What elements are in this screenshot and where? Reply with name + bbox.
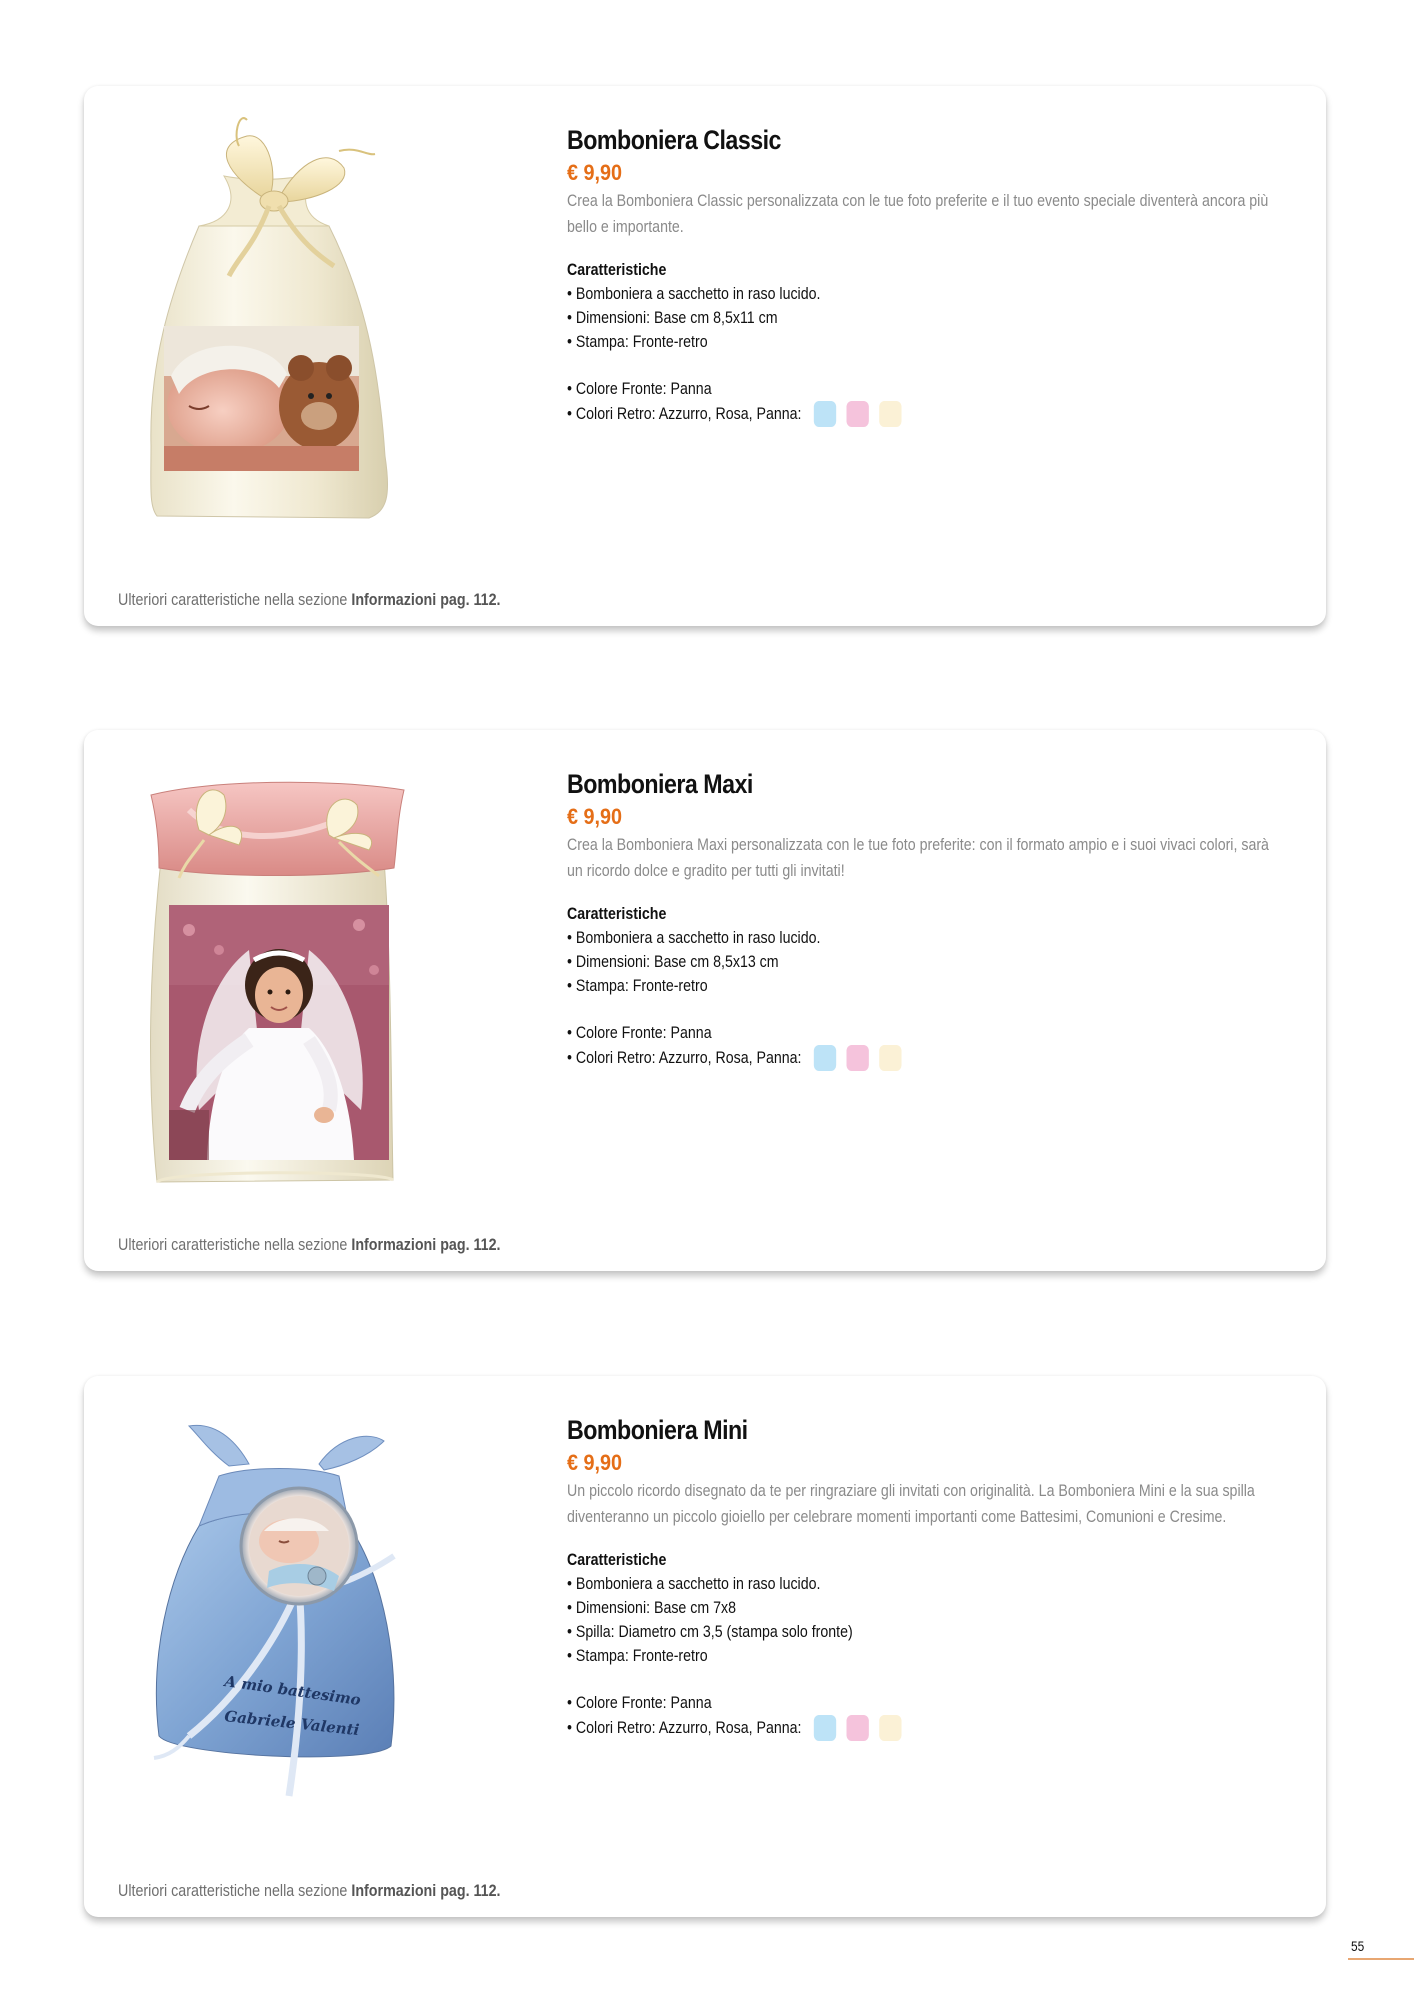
footnote [118,590,501,610]
features-heading: Caratteristiche [567,1551,667,1569]
footnote-reference: Informazioni pag. 112. [351,590,501,609]
feature-item: • Dimensioni: Base cm 8,5x13 cm [567,953,779,971]
features-list [567,258,1203,427]
satin-bag-blue-image [129,1396,469,1836]
back-colors-row [567,1045,1203,1071]
front-color: • Colore Fronte: Panna [567,1694,712,1712]
front-color: • Colore Fronte: Panna [567,1024,712,1042]
feature-item: • Dimensioni: Base cm 8,5x11 cm [567,309,778,327]
page-number-rule [1348,1958,1414,1960]
product-photo-classic [129,106,469,546]
product-info-mini [567,1412,1307,1741]
product-photo-mini [129,1396,469,1836]
feature-item: • Stampa: Fronte-retro [567,1647,708,1665]
footnote-text: Ulteriori caratteristiche nella sezione [118,1235,352,1254]
product-info-maxi [567,766,1307,1071]
swatch-panna [879,1045,901,1071]
feature-item: • Spilla: Diametro cm 3,5 (stampa solo fronte) [567,1623,853,1641]
feature-item: • Bomboniera a sacchetto in raso lucido. [567,929,821,947]
product-title: Bomboniera Classic [567,125,781,155]
bag-embroidery-line1: A mio battesimo [223,1672,362,1710]
product-description: Un piccolo ricordo disegnato da te per ringraziare gli invitati con originalità. La Bomboniera Mini e la sua spilla diventeranno un piccolo gioiello per celebrare momenti importanti come Battesimi, Comunioni e Cresime. [567,1482,1255,1526]
satin-bag-pink-image [129,750,469,1190]
product-info-classic [567,122,1307,427]
product-card-maxi [84,730,1326,1271]
product-title: Bomboniera Maxi [567,769,753,799]
product-price: € 9,90 [567,804,623,829]
swatch-rosa [846,401,868,427]
product-price: € 9,90 [567,160,623,185]
feature-item: • Bomboniera a sacchetto in raso lucido. [567,285,821,303]
product-description: Crea la Bomboniera Maxi personalizzata con le tue foto preferite: con il formato ampio e i suoi vivaci colori, sarà un ricordo dolce e gradito per tutti gli invitati! [567,836,1269,880]
swatch-panna [879,401,901,427]
feature-item: • Stampa: Fronte-retro [567,333,708,351]
footnote [118,1235,501,1255]
feature-item: • Stampa: Fronte-retro [567,977,708,995]
product-photo-maxi [129,750,469,1190]
bag-embroidery-line2: Gabriele Valenti [223,1707,361,1740]
product-card-mini [84,1376,1326,1917]
features-list [567,1548,1203,1741]
swatch-rosa [846,1045,868,1071]
product-price: € 9,90 [567,1450,623,1475]
page-number: 55 [1351,1938,1365,1954]
footnote-reference: Informazioni pag. 112. [351,1881,501,1900]
swatch-rosa [846,1715,868,1741]
swatch-azzurro [814,1715,836,1741]
feature-item: • Bomboniera a sacchetto in raso lucido. [567,1575,821,1593]
footnote-text: Ulteriori caratteristiche nella sezione [118,590,352,609]
features-heading: Caratteristiche [567,261,667,279]
back-colors-row [567,1715,1203,1741]
satin-bag-cream-image [129,106,469,546]
features-heading: Caratteristiche [567,905,667,923]
product-description: Crea la Bomboniera Classic personalizzata con le tue foto preferite e il tuo evento speciale diventerà ancora più bello e importante. [567,192,1269,236]
back-colors-label: • Colori Retro: Azzurro, Rosa, Panna: [567,1049,802,1067]
swatch-azzurro [814,401,836,427]
back-colors-label: • Colori Retro: Azzurro, Rosa, Panna: [567,405,802,423]
front-color: • Colore Fronte: Panna [567,380,712,398]
footnote [118,1881,501,1901]
features-list [567,902,1203,1071]
back-colors-label: • Colori Retro: Azzurro, Rosa, Panna: [567,1719,802,1737]
feature-item: • Dimensioni: Base cm 7x8 [567,1599,737,1617]
footnote-text: Ulteriori caratteristiche nella sezione [118,1881,352,1900]
swatch-azzurro [814,1045,836,1071]
product-card-classic [84,86,1326,626]
footnote-reference: Informazioni pag. 112. [351,1235,501,1254]
back-colors-row [567,401,1203,427]
swatch-panna [879,1715,901,1741]
product-title: Bomboniera Mini [567,1415,748,1445]
